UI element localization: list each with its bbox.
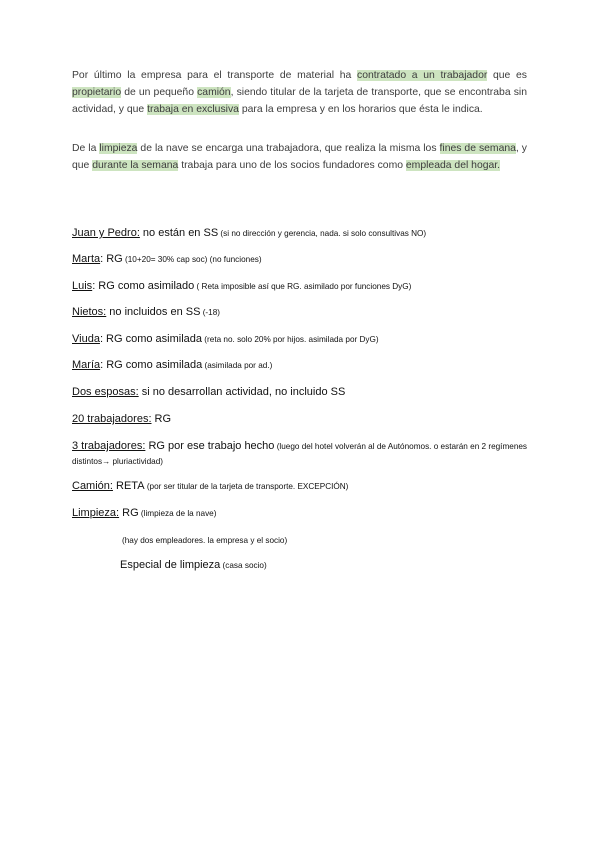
note-comment: (por ser titular de la tarjeta de transporte. EXCEPCIÓN): [144, 482, 349, 491]
extra-text: Especial de limpieza: [120, 559, 221, 571]
note-label: 20 trabajadores:: [72, 413, 152, 425]
note-camion: [72, 479, 542, 494]
paragraph-text: Por último la empresa para el transporte de material ha: [72, 70, 358, 81]
highlighted-text: camión: [197, 86, 231, 98]
note-comment: (10+20= 30% cap soc) (no funciones): [122, 255, 262, 264]
note-text: RG por ese trabajo hecho: [145, 440, 275, 452]
note-label: Dos esposas:: [72, 386, 139, 398]
note-label: María: [72, 359, 101, 371]
extra-comment: (hay dos empleadores. la empresa y el socio): [122, 536, 288, 545]
note-viuda: [72, 332, 542, 347]
note-comment: (reta no. solo 20% por hijos. asimilada por DyG): [202, 335, 379, 344]
paragraph-cleaning: [72, 141, 527, 175]
note-comment: (limpieza de la nave): [138, 509, 217, 518]
paragraph-text: trabaja para uno de los socios fundadores como: [178, 159, 406, 171]
highlighted-text: limpieza: [99, 143, 138, 154]
note-text: : RG: [100, 253, 123, 265]
note-text: si no desarrollan actividad, no incluido SS: [138, 386, 346, 398]
note-maria: [72, 358, 542, 373]
note-marta: [72, 252, 542, 267]
paragraph-text: de un pequeño: [121, 86, 198, 98]
note-3-trabajadores: [72, 439, 542, 469]
note-text: : RG como asimilada: [99, 333, 203, 345]
note-text: no están en SS: [139, 227, 219, 239]
note-comment: (-18): [200, 308, 220, 317]
note-comment: (asimilada por ad.): [202, 361, 273, 370]
note-text: : RG como asimilado: [92, 280, 195, 292]
paragraph-text: , y que: [72, 143, 527, 171]
paragraph-text: De la: [72, 143, 100, 154]
note-label: Nietos:: [72, 306, 107, 318]
note-label: Viuda: [72, 333, 100, 345]
note-juan-pedro: [72, 226, 542, 241]
note-comment: (si no dirección y gerencia, nada. si solo consultivas NO): [218, 229, 427, 238]
extra-comment: (casa socio): [220, 561, 267, 570]
highlighted-text: propietario: [72, 86, 122, 98]
note-label: 3 trabajadores:: [72, 440, 146, 452]
note-label: Juan y Pedro:: [72, 227, 140, 239]
note-dos-esposas: [72, 385, 542, 399]
paragraph-text: para la empresa y en los horarios que ésta le indica.: [238, 103, 483, 115]
note-label: Marta: [72, 253, 101, 265]
extra-empleadores: [122, 533, 287, 548]
highlighted-text: contratado a un trabajador: [357, 70, 488, 81]
paragraph-text: , siendo titular de la tarjeta de transporte, que se encontraba sin actividad, y que: [72, 86, 527, 115]
note-text: no incluidos en SS: [106, 306, 201, 318]
paragraph-text: que es: [487, 70, 527, 81]
note-comment: (luego del hotel volverán al de Autónomos. o estarán en 2 regímenes distintos→ pluriactividad): [72, 442, 528, 466]
extra-especial-limpieza: [120, 558, 267, 573]
highlighted-text: durante la semana: [92, 159, 179, 171]
note-text: RETA: [112, 480, 145, 492]
note-label: Limpieza:: [72, 507, 120, 519]
highlighted-text: empleada del hogar.: [405, 159, 501, 171]
note-text: RG: [151, 413, 172, 425]
note-luis: [72, 279, 542, 294]
note-text: RG: [119, 507, 139, 519]
note-label: Luis: [72, 280, 93, 292]
highlighted-text: trabaja en exclusiva: [147, 103, 239, 115]
paragraph-transport: [72, 68, 527, 118]
note-limpieza: [72, 506, 542, 521]
highlighted-text: fines de semana: [439, 143, 516, 154]
note-text: : RG como asimilada: [100, 359, 203, 371]
note-20-trabajadores: [72, 412, 542, 426]
note-nietos: [72, 305, 542, 320]
note-label: Camión:: [72, 480, 113, 492]
paragraph-text: de la nave se encarga una trabajadora, que realiza la misma los: [137, 143, 440, 154]
note-comment: ( Reta imposible así que RG. asimilado por funciones DyG): [194, 282, 412, 291]
